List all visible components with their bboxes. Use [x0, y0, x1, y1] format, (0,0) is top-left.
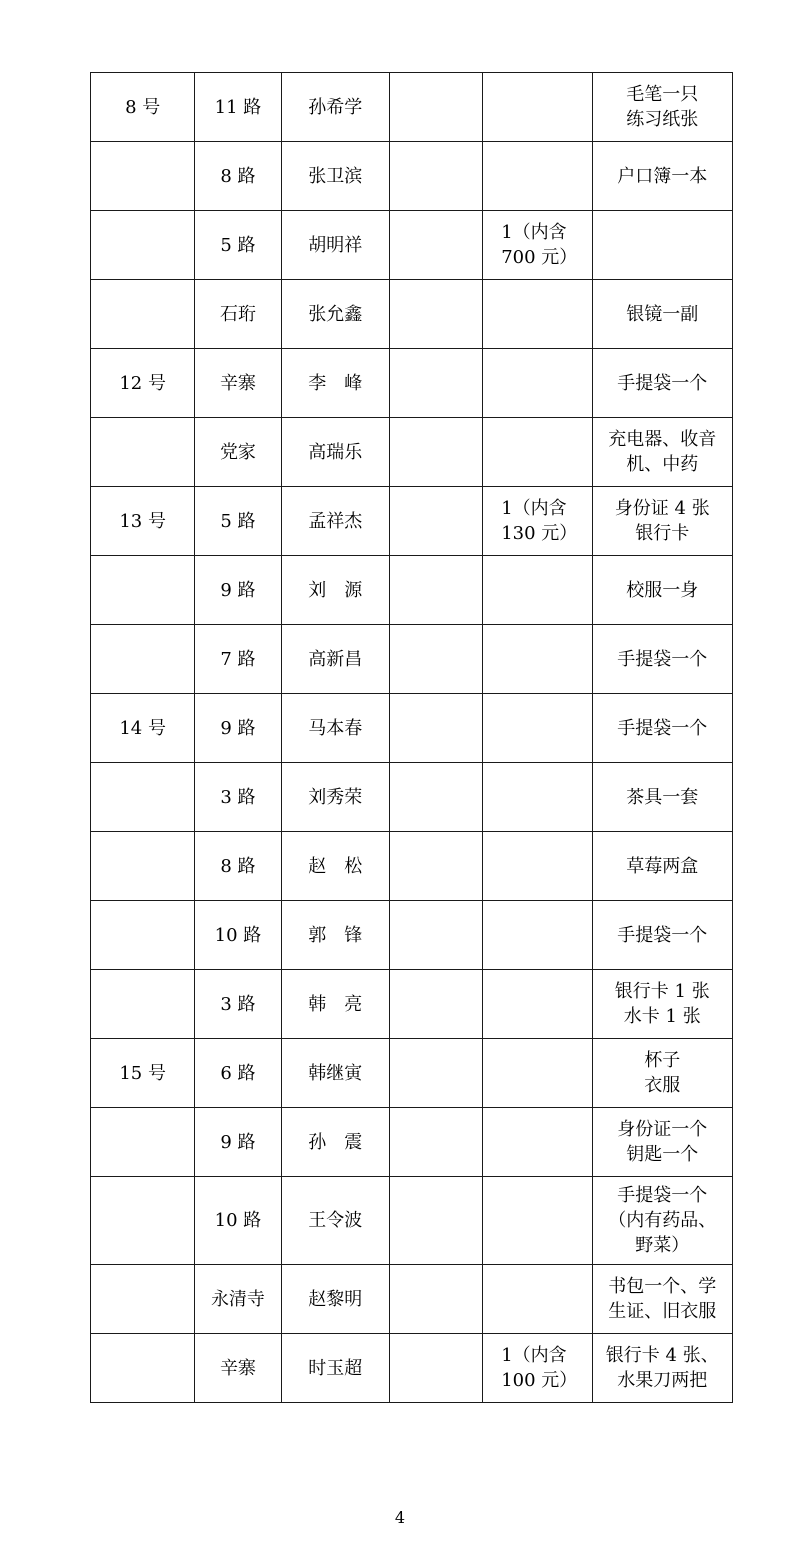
cell-name: 赵 松: [281, 832, 389, 901]
cell-route: 11 路: [195, 73, 281, 142]
cell-date: [91, 280, 195, 349]
cell-route: 3 路: [195, 763, 281, 832]
cell-items: 充电器、收音 机、中药: [592, 418, 732, 487]
cell-bag: [483, 970, 592, 1039]
cell-bag: [483, 832, 592, 901]
cell-route: 6 路: [195, 1039, 281, 1108]
cell-items: 茶具一套: [592, 763, 732, 832]
cell-bag: [483, 142, 592, 211]
cell-bag: [483, 556, 592, 625]
cell-blank: [389, 625, 482, 694]
cell-date: [91, 901, 195, 970]
cell-bag: [483, 280, 592, 349]
cell-items: 毛笔一只 练习纸张: [592, 73, 732, 142]
cell-route: 永清寺: [195, 1265, 281, 1334]
cell-items: 手提袋一个: [592, 694, 732, 763]
cell-items: 草莓两盒: [592, 832, 732, 901]
cell-name: 韩继寅: [281, 1039, 389, 1108]
cell-route: 7 路: [195, 625, 281, 694]
cell-items: 身份证 4 张 银行卡: [592, 487, 732, 556]
cell-name: 马本春: [281, 694, 389, 763]
table-row: [91, 418, 733, 487]
table-row: [91, 556, 733, 625]
cell-date: [91, 1108, 195, 1177]
page-number: 4: [394, 1508, 406, 1527]
cell-name: 高瑞乐: [281, 418, 389, 487]
cell-date: [91, 832, 195, 901]
table-row: [91, 349, 733, 418]
table-row: [91, 73, 733, 142]
cell-items: 银镜一副: [592, 280, 732, 349]
cell-date: 14 号: [91, 694, 195, 763]
cell-route: 党家: [195, 418, 281, 487]
cell-bag: 1（内含 100 元）: [483, 1334, 592, 1403]
cell-route: 辛寨: [195, 1334, 281, 1403]
table-row: [91, 901, 733, 970]
table-row: [91, 1265, 733, 1334]
cell-date: [91, 1265, 195, 1334]
cell-date: [91, 211, 195, 280]
table-row: [91, 763, 733, 832]
cell-route: 9 路: [195, 694, 281, 763]
cell-items: 手提袋一个: [592, 901, 732, 970]
cell-bag: 1（内含 130 元）: [483, 487, 592, 556]
cell-blank: [389, 211, 482, 280]
cell-name: 韩 亮: [281, 970, 389, 1039]
table-row: [91, 1108, 733, 1177]
table-row: [91, 625, 733, 694]
cell-name: 孟祥杰: [281, 487, 389, 556]
cell-bag: [483, 1265, 592, 1334]
cell-blank: [389, 1039, 482, 1108]
cell-route: 8 路: [195, 832, 281, 901]
cell-route: 3 路: [195, 970, 281, 1039]
table-row: [91, 1177, 733, 1265]
cell-name: 时玉超: [281, 1334, 389, 1403]
cell-blank: [389, 73, 482, 142]
table-row: [91, 1039, 733, 1108]
cell-items: 书包一个、学 生证、旧衣服: [592, 1265, 732, 1334]
cell-name: 孙 震: [281, 1108, 389, 1177]
cell-name: 孙希学: [281, 73, 389, 142]
cell-name: 赵黎明: [281, 1265, 389, 1334]
cell-bag: [483, 73, 592, 142]
cell-bag: [483, 694, 592, 763]
cell-bag: [483, 1108, 592, 1177]
table-row: [91, 1334, 733, 1403]
cell-blank: [389, 832, 482, 901]
table-row: [91, 970, 733, 1039]
cell-items: 手提袋一个: [592, 625, 732, 694]
table-row: [91, 280, 733, 349]
cell-route: 5 路: [195, 211, 281, 280]
cell-date: 15 号: [91, 1039, 195, 1108]
cell-route: 10 路: [195, 901, 281, 970]
cell-bag: [483, 625, 592, 694]
cell-date: [91, 1177, 195, 1265]
cell-blank: [389, 142, 482, 211]
cell-date: 12 号: [91, 349, 195, 418]
cell-date: [91, 1334, 195, 1403]
cell-bag: [483, 763, 592, 832]
cell-route: 10 路: [195, 1177, 281, 1265]
cell-items: 户口簿一本: [592, 142, 732, 211]
cell-bag: [483, 1177, 592, 1265]
cell-route: 8 路: [195, 142, 281, 211]
cell-blank: [389, 694, 482, 763]
cell-items: 手提袋一个: [592, 349, 732, 418]
cell-name: 刘 源: [281, 556, 389, 625]
cell-blank: [389, 1108, 482, 1177]
cell-name: 郭 锋: [281, 901, 389, 970]
cell-bag: 1（内含 700 元）: [483, 211, 592, 280]
table-row: [91, 832, 733, 901]
cell-blank: [389, 1265, 482, 1334]
lost-items-table: [90, 72, 733, 1403]
cell-route: 9 路: [195, 1108, 281, 1177]
cell-date: [91, 556, 195, 625]
cell-name: 张允鑫: [281, 280, 389, 349]
cell-blank: [389, 1334, 482, 1403]
cell-blank: [389, 349, 482, 418]
cell-items: 杯子 衣服: [592, 1039, 732, 1108]
table-row: [91, 487, 733, 556]
cell-items: 校服一身: [592, 556, 732, 625]
cell-name: 张卫滨: [281, 142, 389, 211]
cell-bag: [483, 418, 592, 487]
cell-date: [91, 970, 195, 1039]
cell-name: 高新昌: [281, 625, 389, 694]
cell-blank: [389, 280, 482, 349]
cell-items: 身份证一个 钥匙一个: [592, 1108, 732, 1177]
cell-date: [91, 142, 195, 211]
cell-name: 胡明祥: [281, 211, 389, 280]
cell-route: 5 路: [195, 487, 281, 556]
cell-date: 13 号: [91, 487, 195, 556]
cell-date: [91, 763, 195, 832]
cell-blank: [389, 970, 482, 1039]
table-row: [91, 694, 733, 763]
table-body: [91, 73, 733, 1403]
cell-date: [91, 418, 195, 487]
cell-blank: [389, 1177, 482, 1265]
cell-name: 王令波: [281, 1177, 389, 1265]
cell-bag: [483, 901, 592, 970]
cell-blank: [389, 556, 482, 625]
cell-bag: [483, 349, 592, 418]
cell-route: 9 路: [195, 556, 281, 625]
cell-date: [91, 625, 195, 694]
cell-blank: [389, 487, 482, 556]
table-row: [91, 211, 733, 280]
cell-bag: [483, 1039, 592, 1108]
cell-items: [592, 211, 732, 280]
cell-route: 石珩: [195, 280, 281, 349]
cell-name: 刘秀荣: [281, 763, 389, 832]
cell-items: 银行卡 4 张、 水果刀两把: [592, 1334, 732, 1403]
cell-items: 手提袋一个 （内有药品、 野菜）: [592, 1177, 732, 1265]
cell-date: 8 号: [91, 73, 195, 142]
cell-route: 辛寨: [195, 349, 281, 418]
table-row: [91, 142, 733, 211]
cell-blank: [389, 418, 482, 487]
cell-blank: [389, 901, 482, 970]
cell-blank: [389, 763, 482, 832]
cell-name: 李 峰: [281, 349, 389, 418]
cell-items: 银行卡 1 张 水卡 1 张: [592, 970, 732, 1039]
